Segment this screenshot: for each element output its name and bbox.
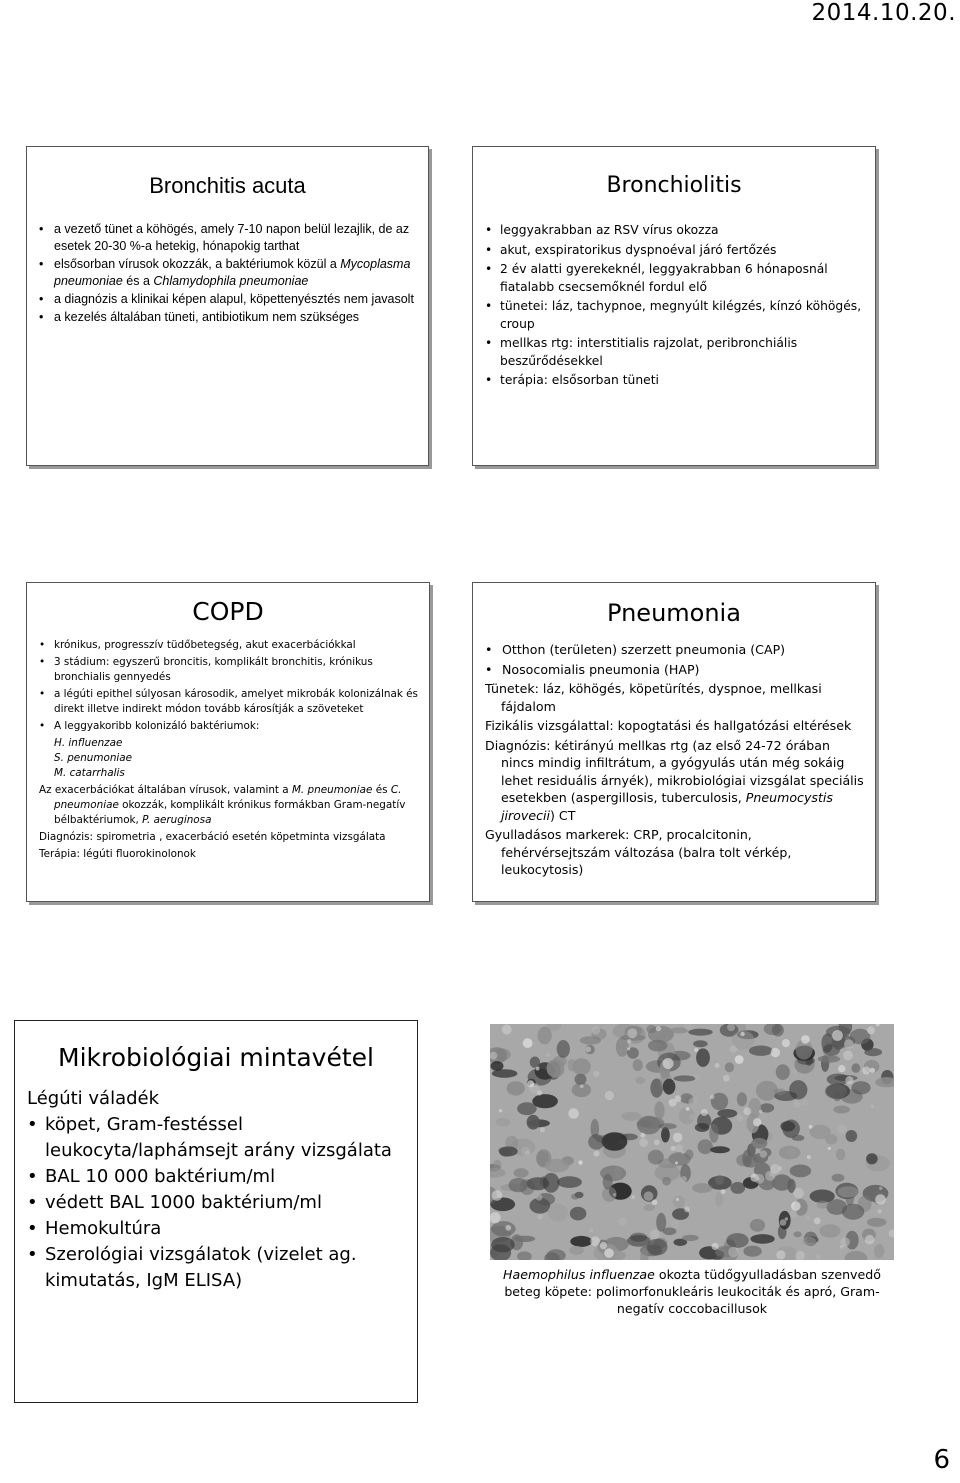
physical-exam-text: Fizikális vizsgálattal: kopogtatási és hallgatózási eltérések [485, 718, 852, 733]
bullet-list [485, 641, 865, 678]
text-span: és [372, 784, 391, 796]
list-item: • Otthon (területen) szerzett pneumonia (CAP) [485, 641, 865, 659]
list-item: • a kezelés általában tüneti, antibiotikum nem szükséges [39, 309, 420, 326]
symptoms-text: Tünetek: láz, köhögés, köpetürítés, dyspnoe, mellkasi fájdalom [485, 681, 822, 714]
organism-name: Chlamydophila pneumoniae [153, 274, 309, 288]
list-item: • a diagnózis a klinikai képen alapul, köpettenyésztés nem javasolt [39, 291, 420, 308]
page-date: 2014.10.20. [811, 0, 956, 26]
list-item: • a légúti epithel súlyosan károsodik, amelyet mikrobák kolonizálnak és direkt illetve indirekt módon tovább károsítják a szöveteket [39, 687, 421, 717]
text-span: Diagnózis: kétirányú mellkas rtg (az első 24-72 órában nincs mindig infiltrátum, a gyógyulás után még sokáig lehet residuális árnyék), mikrobiológiai vizsgálat speciális esetekben (aspergillosis, tuberculosis, [485, 737, 864, 805]
text-span: Az exacerbációkat általában vírusok, valamint a [39, 784, 292, 796]
list-item: • leggyakrabban az RSV vírus okozza [485, 222, 865, 240]
organism-name: S. penumoniae [54, 752, 133, 764]
list-item [39, 256, 420, 290]
list-item: • krónikus, progresszív tüdőbetegség, akut exacerbációkkal [39, 638, 421, 653]
slide-title: Mikrobiológiai mintavétel [58, 1043, 374, 1072]
bullet-list [27, 1112, 407, 1294]
markers-text: Gyulladásos markerek: CRP, procalcitonin, fehérvérsejtszám változása (balra tolt vérkép, leukocytosis) [485, 827, 792, 877]
slide-pneumonia [472, 582, 876, 902]
organism-name: Mycoplasma pneumoniae [54, 257, 411, 288]
list-item: • védett BAL 1000 baktérium/ml [27, 1190, 407, 1216]
page-number: 6 [933, 1445, 950, 1475]
slide-subtitle: Légúti váladék [27, 1088, 160, 1109]
list-item: • akut, exspiratorikus dyspnoéval járó fertőzés [485, 242, 865, 260]
list-item: • köpet, Gram-festéssel leukocyta/laphámsejt arány vizsgálata [27, 1112, 407, 1164]
bullet-list [39, 638, 421, 734]
text-span: okozzák, komplikált krónikus formákban Gram-negatív bélbaktériumok, [54, 799, 406, 826]
list-item: • Nosocomialis pneumonia (HAP) [485, 661, 865, 679]
list-item: • BAL 10 000 baktérium/ml [27, 1164, 407, 1190]
list-item: • Hemokultúra [27, 1216, 407, 1242]
bullet-list [39, 221, 420, 326]
slide-title: Bronchiolitis [606, 173, 742, 198]
text-span: ) CT [550, 807, 576, 823]
organism-name: P. aeruginosa [142, 814, 212, 826]
diagnosis-text: Diagnózis: spirometria , exacerbáció esetén köpetminta vizsgálata [39, 831, 386, 843]
list-item: • mellkas rtg: interstitialis rajzolat, peribronchiális beszűrődésekkel [485, 335, 865, 370]
slide-title: COPD [192, 597, 264, 626]
list-item: • a vezető tünet a köhögés, amely 7-10 napon belül lezajlik, de az esetek 20-30 %-a hetekig, hónapokig tarthat [39, 221, 420, 255]
slide-body [39, 638, 421, 862]
list-item: • 2 év alatti gyerekeknél, leggyakrabban 6 hónaposnál fiatalabb csecsemőknél fordul elő [485, 261, 865, 296]
list-item: • tünetei: láz, tachypnoe, megnyúlt kilégzés, kínzó köhögés, croup [485, 298, 865, 333]
figure-caption [488, 1266, 896, 1317]
sputum-micrograph-image [490, 1024, 894, 1260]
list-item: • A leggyakoribb kolonizáló baktériumok: [39, 719, 421, 734]
slide-body [485, 641, 865, 879]
text-span: és a [122, 274, 154, 288]
micrograph-drawing [490, 1024, 894, 1260]
list-item: • Szerológiai vizsgálatok (vizelet ag. kimutatás, IgM ELISA) [27, 1242, 407, 1294]
organism-name: Pneumocystis jirovecii [501, 790, 833, 823]
slide-bronchiolitis [472, 146, 876, 466]
slide-copd [26, 582, 430, 902]
slide-bronchitis-acuta [26, 146, 429, 466]
caption-text: okozta tüdőgyulladásban szenvedő beteg köpete: polimorfonukleáris leukociták és apró, Gram-negatív coccobacillusok [504, 1267, 881, 1316]
therapy-text: Terápia: légúti fluorokinolonok [39, 848, 196, 860]
bullet-list [485, 222, 865, 390]
organism-name: C. pneumoniae [54, 784, 402, 811]
organism-name: M. catarrhalis [54, 767, 125, 779]
slide-title: Pneumonia [607, 599, 741, 627]
slide-body [27, 1086, 407, 1294]
organism-name: Haemophilus influenzae [503, 1267, 655, 1282]
list-item: • 3 stádium: egyszerű broncitis, komplikált bronchitis, krónikus bronchialis gennyedés [39, 655, 421, 685]
exacerbation-text [39, 783, 421, 828]
list-item: • terápia: elsősorban tüneti [485, 372, 865, 390]
diagnosis-text [485, 737, 865, 825]
slide-title: Bronchitis acuta [149, 173, 306, 198]
organism-name: M. pneumoniae [291, 784, 373, 796]
organism-name: H. influenzae [54, 737, 123, 749]
text-span: elsősorban vírusok okozzák, a baktériumok közül a [54, 257, 341, 271]
slide-microbiology-sampling [14, 1020, 418, 1403]
